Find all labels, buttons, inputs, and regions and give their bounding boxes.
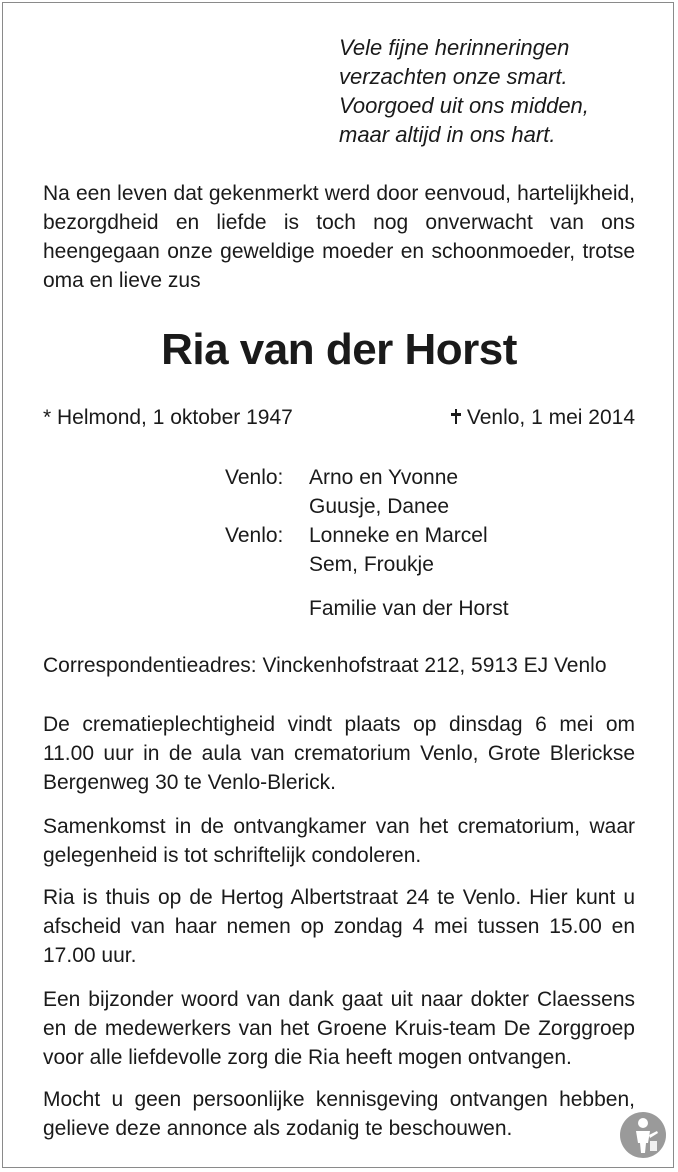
death-info bbox=[451, 403, 635, 432]
birth-date: * Helmond, 1 oktober 1947 bbox=[43, 406, 293, 429]
family-city-label: Venlo: bbox=[225, 524, 284, 547]
gathering-paragraph: Samenkomst in de ontvangkamer van het crematorium, waar gelegenheid is tot schriftelijk condoleren. bbox=[43, 815, 635, 867]
family-group bbox=[309, 521, 488, 579]
deceased-name: Ria van der Horst bbox=[161, 325, 517, 374]
family-member: Sem, Froukje bbox=[309, 553, 434, 576]
cross-icon bbox=[451, 409, 461, 424]
person-badge-icon bbox=[619, 1111, 667, 1159]
family-city-label: Venlo: bbox=[225, 466, 284, 489]
ceremony-paragraph: De crematieplechtigheid vindt plaats op dinsdag 6 mei om 11.00 uur in de aula van crematorium Venlo, Grote Blerickse Bergenweg 30 te Venlo-Blerick. bbox=[43, 713, 635, 794]
death-date: Venlo, 1 mei 2014 bbox=[466, 406, 635, 429]
obituary-card bbox=[2, 2, 674, 1168]
notice-paragraph: Mocht u geen persoonlijke kennisgeving ontvangen hebben, gelieve deze annonce als zodanig te beschouwen. bbox=[43, 1088, 635, 1140]
dates-row bbox=[43, 403, 635, 432]
family-group bbox=[309, 463, 458, 521]
poem-line: Vele fijne herinneringen bbox=[339, 35, 570, 60]
extended-family-label: Familie van der Horst bbox=[309, 597, 509, 620]
family-member: Arno en Yvonne bbox=[309, 466, 459, 489]
poem-line: maar altijd in ons hart. bbox=[339, 122, 556, 147]
correspondence-address: Correspondentieadres: Vinckenhofstraat 212, 5913 EJ Venlo bbox=[43, 654, 607, 677]
viewing-paragraph: Ria is thuis op de Hertog Albertstraat 24 te Venlo. Hier kunt u afscheid van haar nemen op zondag 4 mei tussen 15.00 en 17.00 uur. bbox=[43, 886, 635, 967]
poem bbox=[339, 33, 589, 149]
poem-line: verzachten onze smart. bbox=[339, 64, 568, 89]
intro-text: Na een leven dat gekenmerkt werd door eenvoud, hartelijkheid, bezorgdheid en liefde is toch nog onverwacht van ons heengegaan onze geweldige moeder en schoonmoeder, trotse oma en lieve zus bbox=[43, 182, 635, 292]
family-city bbox=[225, 463, 283, 492]
family-member: Lonneke en Marcel bbox=[309, 524, 488, 547]
poem-line: Voorgoed uit ons midden, bbox=[339, 93, 589, 118]
family-city bbox=[225, 521, 283, 550]
family-member: Guusje, Danee bbox=[309, 495, 450, 518]
thanks-paragraph: Een bijzonder woord van dank gaat uit naar dokter Claessens en de medewerkers van het Groene Kruis-team De Zorggroep voor alle liefdevolle zorg die Ria heeft mogen ontvangen. bbox=[43, 988, 635, 1069]
extended-family bbox=[309, 594, 509, 623]
